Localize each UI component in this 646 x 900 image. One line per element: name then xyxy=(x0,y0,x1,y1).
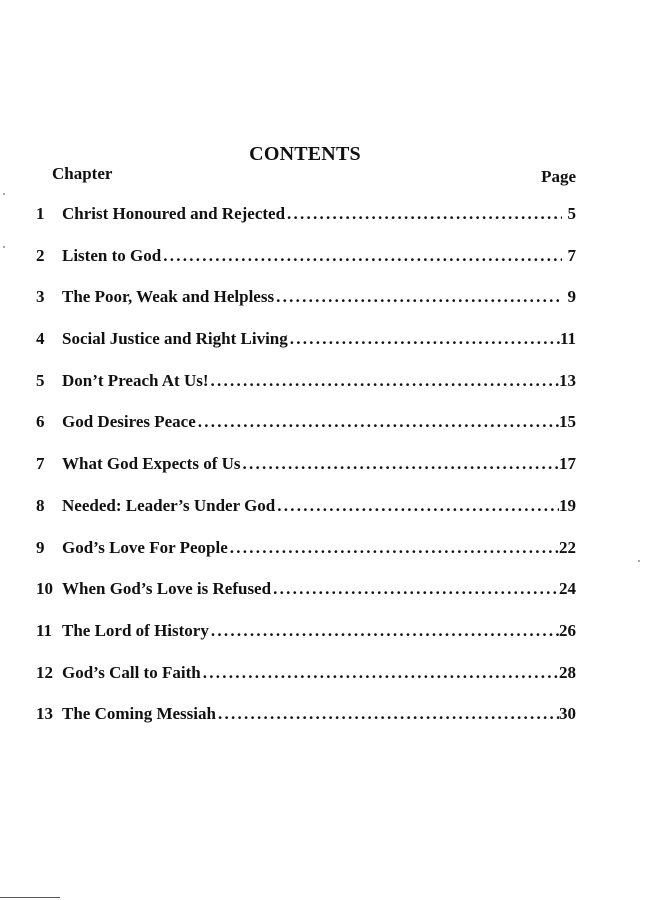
chapter-number: 2 xyxy=(36,245,45,265)
toc-entry-3 xyxy=(36,286,576,328)
dot-leader xyxy=(209,370,559,392)
page-title: CONTENTS xyxy=(249,143,361,165)
chapter-title: The Lord of History xyxy=(62,620,209,640)
dot-leader xyxy=(209,620,559,642)
page-number: 5 xyxy=(567,204,576,223)
dot-leader xyxy=(201,662,559,684)
chapter-title: The Poor, Weak and Helpless xyxy=(62,287,275,307)
chapter-title: When God’s Love is Refused xyxy=(62,579,272,599)
chapter-title: Listen to God xyxy=(62,245,162,265)
scan-speck xyxy=(3,193,5,195)
page-number: 9 xyxy=(567,287,576,307)
chapter-number: 6 xyxy=(36,412,45,432)
toc-entry-4 xyxy=(36,328,576,370)
toc-entry-12 xyxy=(36,662,576,704)
page-number: 11 xyxy=(559,329,576,349)
page-number: 19 xyxy=(559,495,576,515)
chapter-number: 11 xyxy=(36,620,53,640)
dot-leader xyxy=(275,495,559,517)
dot-leader xyxy=(228,537,559,559)
page-column-header: Page xyxy=(541,167,576,186)
dot-leader xyxy=(196,411,559,433)
page-number: 22 xyxy=(559,537,576,557)
chapter-number: 12 xyxy=(36,662,53,682)
chapter-title: God’s Love For People xyxy=(62,537,228,557)
chapter-number: 9 xyxy=(36,537,45,557)
chapter-title: God’s Call to Faith xyxy=(62,662,201,682)
toc-entry-8 xyxy=(36,495,576,537)
chapter-column-header: Chapter xyxy=(52,164,113,183)
chapter-title: Christ Honoured and Rejected xyxy=(62,204,286,223)
toc-entry-10 xyxy=(36,578,576,620)
toc-entry-2 xyxy=(36,245,576,287)
scan-speck xyxy=(3,246,5,248)
dot-leader xyxy=(161,245,562,267)
toc-entry-5 xyxy=(36,370,576,412)
toc-entry-11 xyxy=(36,620,576,662)
chapter-title: God Desires Peace xyxy=(62,412,196,432)
page-number: 15 xyxy=(559,412,576,432)
toc-entry-6 xyxy=(36,411,576,453)
chapter-number: 1 xyxy=(36,204,45,223)
dot-leader xyxy=(271,578,559,600)
chapter-number: 3 xyxy=(36,287,45,307)
chapter-number: 7 xyxy=(36,454,45,474)
toc-entry-7 xyxy=(36,453,576,495)
page-number: 30 xyxy=(559,704,576,724)
chapter-title: What God Expects of Us xyxy=(62,454,241,474)
toc-entry-1 xyxy=(36,203,576,245)
dot-leader xyxy=(274,286,562,308)
page-number: 7 xyxy=(567,245,576,265)
chapter-title: The Coming Messiah xyxy=(62,704,216,724)
chapter-title: Don’t Preach At Us! xyxy=(62,370,209,390)
chapter-number: 13 xyxy=(36,704,53,724)
chapter-number: 10 xyxy=(36,579,53,599)
page-number: 28 xyxy=(559,662,576,682)
chapter-number: 4 xyxy=(36,329,45,349)
page-number: 13 xyxy=(559,370,576,390)
chapter-number: 5 xyxy=(36,370,45,390)
scan-speck xyxy=(638,560,640,562)
dot-leader xyxy=(241,453,559,475)
toc-entry-9 xyxy=(36,537,576,579)
page-number: 24 xyxy=(559,579,576,599)
page-number: 17 xyxy=(559,454,576,474)
dot-leader xyxy=(285,203,562,225)
table-of-contents xyxy=(36,203,576,745)
chapter-title: Social Justice and Right Living xyxy=(62,329,288,349)
dot-leader xyxy=(216,703,559,725)
chapter-title: Needed: Leader’s Under God xyxy=(62,495,276,515)
page-number: 26 xyxy=(559,620,576,640)
toc-entry-13 xyxy=(36,703,576,745)
chapter-number: 8 xyxy=(36,495,45,515)
dot-leader xyxy=(288,328,560,350)
scan-edge-line xyxy=(0,897,60,898)
